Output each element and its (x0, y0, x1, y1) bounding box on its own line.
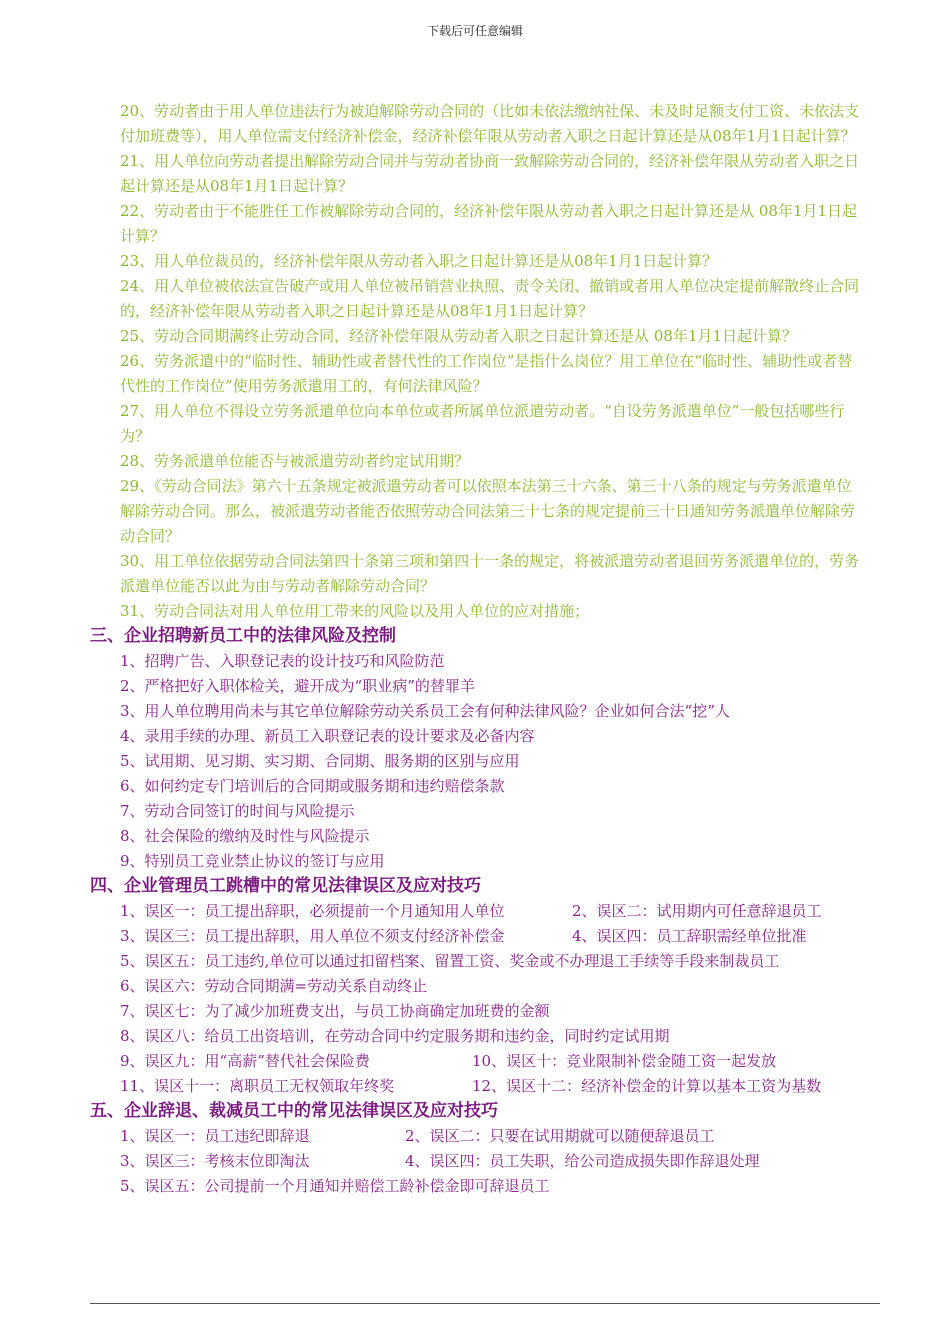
question-25: 25、劳动合同期满终止劳动合同，经济补偿年限从劳动者入职之日起计算还是从 08年1月1日起计算？ (120, 327, 798, 345)
section-3-item: 8、社会保险的缴纳及时性与风险提示 (120, 827, 370, 845)
question-28: 28、劳务派遣单位能否与被派遣劳动者约定试用期？ (120, 452, 470, 470)
section-3-item: 6、如何约定专门培训后的合同期或服务期和违约赔偿条款 (120, 777, 505, 795)
section-5-row (90, 1149, 870, 1174)
myth-item: 3、误区三：考核末位即淘汰 (120, 1152, 310, 1170)
section-4-row (90, 999, 870, 1024)
section-3-item: 5、试用期、见习期、实习期、合同期、服务期的区别与应用 (120, 752, 520, 770)
section-5-heading: 五、企业辞退、裁减员工中的常见法律误区及应对技巧 (90, 1101, 498, 1121)
section-3-item: 2、严格把好入职体检关，避开成为“职业病”的替罪羊 (120, 677, 475, 695)
myth-item: 4、误区四：员工失职，给公司造成损失即作辞退处理 (405, 1152, 760, 1170)
section-4-row (90, 1049, 870, 1074)
myth-item: 8、误区八：给员工出资培训，在劳动合同中约定服务期和违约金，同时约定试用期 (120, 1027, 670, 1045)
myth-item: 4、误区四：员工辞职需经单位批准 (572, 927, 807, 945)
myth-item: 3、误区三：员工提出辞职，用人单位不须支付经济补偿金 (120, 927, 505, 945)
section-3-heading: 三、企业招聘新员工中的法律风险及控制 (90, 626, 396, 646)
question-23: 23、用人单位裁员的，经济补偿年限从劳动者入职之日起计算还是从08年1月1日起计算？ (120, 252, 718, 270)
myth-item: 2、误区二：试用期内可任意辞退员工 (572, 902, 822, 920)
section-3-item: 9、特别员工竞业禁止协议的签订与应用 (120, 852, 385, 870)
question-20: 20、劳动者由于用人单位违法行为被迫解除劳动合同的（比如未依法缴纳社保、未及时足额支付工资、未依法支付加班费等），用人单位需支付经济补偿金，经济补偿年限从劳动者入职之日起计算还是从08年1月1日起计算？ (120, 102, 860, 145)
myth-item: 9、误区九：用“高薪”替代社会保险费 (120, 1052, 370, 1070)
question-24: 24、用人单位被依法宣告破产或用人单位被吊销营业执照、责令关闭、撤销或者用人单位决定提前解散终止合同的，经济补偿年限从劳动者入职之日起计算还是从08年1月1日起计算？ (120, 277, 860, 320)
section-4-row (90, 924, 870, 949)
section-4-row (90, 949, 870, 974)
myth-item: 12、误区十二：经济补偿金的计算以基本工资为基数 (472, 1077, 822, 1095)
page-header: 下载后可任意编辑 (426, 24, 523, 38)
myth-item: 6、误区六：劳动合同期满=劳动关系自动终止 (120, 977, 428, 995)
myth-item: 1、误区一：员工违纪即辞退 (120, 1127, 310, 1145)
question-29: 29、《劳动合同法》第六十五条规定被派遣劳动者可以依照本法第三十六条、第三十八条的规定与劳务派遣单位解除劳动合同。那么，被派遣劳动者能否依照劳动合同法第三十七条的规定提前三十日通知劳务派遣单位解除劳动合同？ (120, 477, 856, 545)
section-4-row (90, 1074, 870, 1099)
section-3-item: 1、招聘广告、入职登记表的设计技巧和风险防范 (120, 652, 445, 670)
myth-item: 2、误区二：只要在试用期就可以随便辞退员工 (405, 1127, 715, 1145)
document-body (90, 99, 870, 1199)
question-21: 21、用人单位向劳动者提出解除劳动合同并与劳动者协商一致解除劳动合同的，经济补偿年限从劳动者入职之日起计算还是从08年1月1日起计算？ (120, 152, 860, 195)
myth-item: 1、误区一：员工提出辞职，必须提前一个月通知用人单位 (120, 902, 505, 920)
section-5-row (90, 1124, 870, 1149)
question-26: 26、劳务派遣中的“临时性、辅助性或者替代性的工作岗位”是指什么岗位？用工单位在“临时性、辅助性或者替代性的工作岗位”使用劳务派遣用工的，有何法律风险？ (120, 352, 853, 395)
section-3-item: 4、录用手续的办理、新员工入职登记表的设计要求及必备内容 (120, 727, 535, 745)
myth-item: 11、误区十一：离职员工无权领取年终奖 (120, 1077, 395, 1095)
section-4-row (90, 974, 870, 999)
myth-item: 5、误区五：员工违约,单位可以通过扣留档案、留置工资、奖金或不办理退工手续等手段来制裁员工 (120, 952, 780, 970)
section-4-heading: 四、企业管理员工跳槽中的常见法律误区及应对技巧 (90, 876, 481, 896)
myth-item: 5、误区五：公司提前一个月通知并赔偿工龄补偿金即可辞退员工 (120, 1177, 550, 1195)
question-30: 30、用工单位依据劳动合同法第四十条第三项和第四十一条的规定，将被派遣劳动者退回劳务派遣单位的，劳务派遣单位能否以此为由与劳动者解除劳动合同？ (120, 552, 860, 595)
question-27: 27、用人单位不得设立劳务派遣单位向本单位或者所属单位派遣劳动者。“自设劳务派遣单位”一般包括哪些行为？ (120, 402, 845, 445)
section-3-item: 3、用人单位聘用尚未与其它单位解除劳动关系员工会有何种法律风险？企业如何合法“挖”人 (120, 702, 730, 720)
question-22: 22、劳动者由于不能胜任工作被解除劳动合同的，经济补偿年限从劳动者入职之日起计算还是从 08年1月1日起计算？ (120, 202, 858, 245)
section-5-row (90, 1174, 870, 1199)
myth-item: 7、误区七：为了减少加班费支出，与员工协商确定加班费的金额 (120, 1002, 550, 1020)
footer-divider (90, 1303, 880, 1304)
question-31: 31、劳动合同法对用人单位用工带来的风险以及用人单位的应对措施； (120, 602, 590, 620)
section-4-row (90, 899, 870, 924)
section-3-item: 7、劳动合同签订的时间与风险提示 (120, 802, 355, 820)
section-4-row (90, 1024, 870, 1049)
myth-item: 10、误区十：竞业限制补偿金随工资一起发放 (472, 1052, 777, 1070)
